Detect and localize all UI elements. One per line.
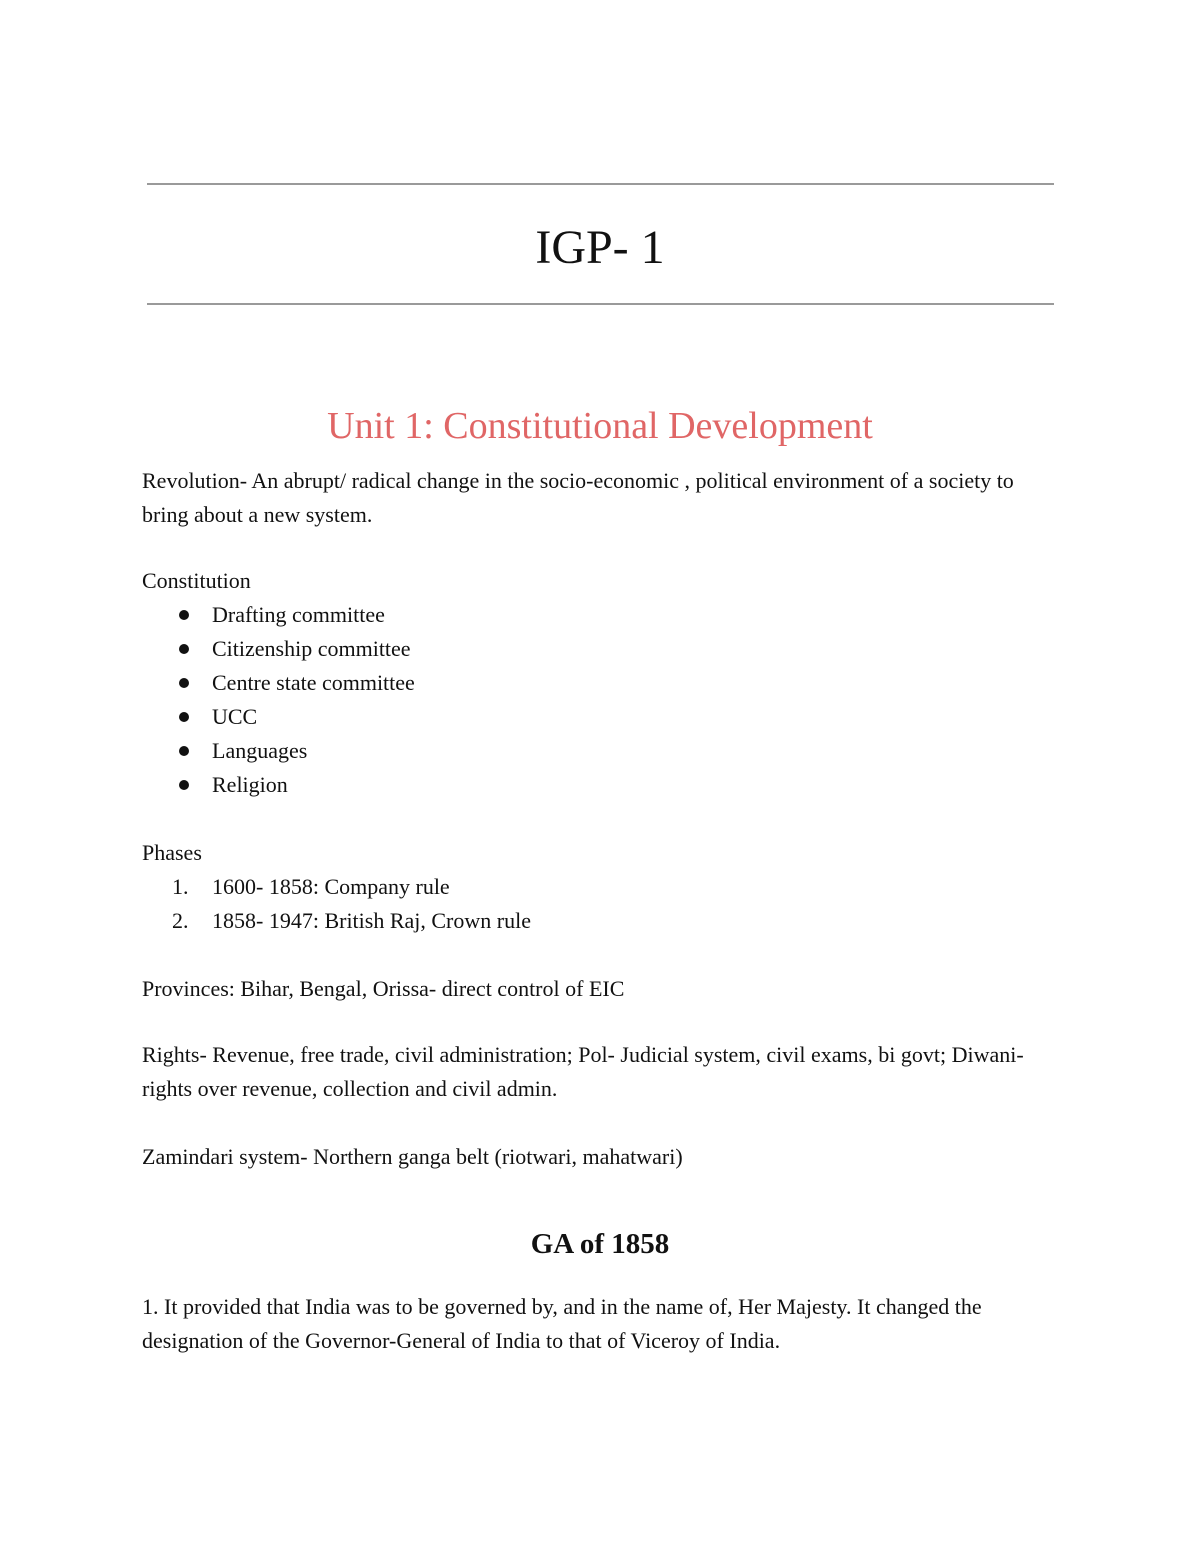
list-item bbox=[142, 768, 415, 802]
bullet-icon bbox=[179, 712, 189, 722]
list-item bbox=[142, 734, 415, 768]
unit-heading: Unit 1: Constitutional Development bbox=[327, 405, 873, 447]
revolution-paragraph: Revolution- An abrupt/ radical change in the socio-economic , political environment of a society to bring about a new system. bbox=[142, 468, 1014, 527]
list-item bbox=[142, 598, 415, 632]
bullet-icon bbox=[179, 746, 189, 756]
list-item-text: Drafting committee bbox=[212, 602, 385, 627]
list-item-text: 1858- 1947: British Raj, Crown rule bbox=[212, 908, 531, 933]
list-item bbox=[142, 870, 531, 904]
zamindari-paragraph: Zamindari system- Northern ganga belt (riotwari, mahatwari) bbox=[142, 1144, 683, 1169]
list-item-text: 1600- 1858: Company rule bbox=[212, 874, 450, 899]
constitution-list bbox=[142, 598, 415, 802]
list-number: 1. bbox=[172, 874, 189, 899]
rights-paragraph: Rights- Revenue, free trade, civil administration; Pol- Judicial system, civil exams, bi govt; Diwani- rights over revenue, collection and civil admin. bbox=[142, 1042, 1024, 1101]
list-number: 2. bbox=[172, 908, 189, 933]
ga-1858-heading: GA of 1858 bbox=[530, 1228, 670, 1260]
bullet-icon bbox=[179, 678, 189, 688]
constitution-label: Constitution bbox=[142, 568, 251, 593]
ga-1858-paragraph: 1. It provided that India was to be governed by, and in the name of, Her Majesty. It changed the designation of the Governor-General of India to that of Viceroy of India. bbox=[142, 1294, 982, 1353]
bullet-icon bbox=[179, 780, 189, 790]
list-item-text: Languages bbox=[212, 738, 308, 763]
document-title: IGP- 1 bbox=[535, 221, 665, 274]
title-top-rule bbox=[147, 183, 1054, 185]
list-item bbox=[142, 700, 415, 734]
list-item-text: Religion bbox=[212, 772, 288, 797]
provinces-paragraph: Provinces: Bihar, Bengal, Orissa- direct control of EIC bbox=[142, 976, 625, 1001]
bullet-icon bbox=[179, 610, 189, 620]
list-item bbox=[142, 632, 415, 666]
phases-list bbox=[142, 870, 531, 938]
list-item bbox=[142, 904, 531, 938]
title-bottom-rule bbox=[147, 303, 1054, 305]
list-item-text: UCC bbox=[212, 704, 258, 729]
list-item-text: Citizenship committee bbox=[212, 636, 411, 661]
phases-label: Phases bbox=[142, 840, 202, 865]
list-item bbox=[142, 666, 415, 700]
bullet-icon bbox=[179, 644, 189, 654]
list-item-text: Centre state committee bbox=[212, 670, 415, 695]
